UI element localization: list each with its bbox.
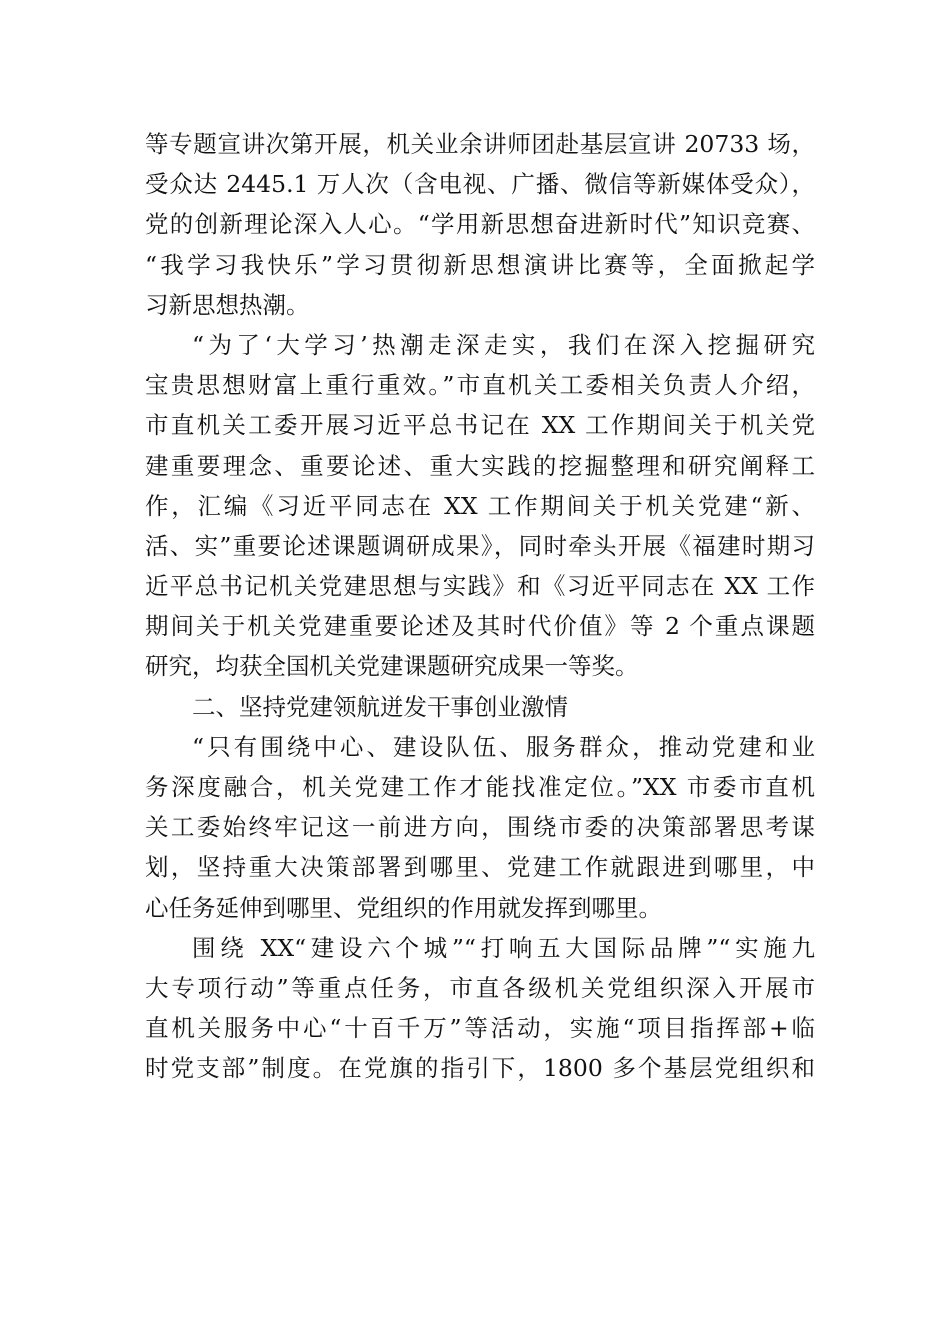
text-line: 建重要理念、重要论述、重大实践的挖掘整理和研究阐释工 [145, 451, 815, 480]
text-line: 党的创新理论深入人心。“学用新思想奋进新时代”知识竞赛、 [145, 210, 815, 239]
text-line: 市直机关工委开展习近平总书记在 XX 工作期间关于机关党 [145, 411, 815, 440]
text-line: 时党支部”制度。在党旗的指引下，1800 多个基层党组织和 [145, 1054, 815, 1083]
text-line: 习新思想热潮。 [145, 290, 310, 319]
text-line: 研究，均获全国机关党建课题研究成果一等奖。 [145, 652, 639, 681]
paragraph [145, 687, 815, 727]
text-line: 直机关服务中心“十百千万”等活动，实施“项目指挥部+临 [145, 1014, 815, 1043]
text-line: 等专题宣讲次第开展，机关业余讲师团赴基层宣讲 20733 场， [145, 130, 815, 158]
text-line: 心任务延伸到哪里、党组织的作用就发挥到哪里。 [145, 893, 662, 922]
paragraph [145, 727, 815, 928]
text-line: 作，汇编《习近平同志在 XX 工作期间关于机关党建“新、 [145, 491, 815, 520]
text-line: 活、实”重要论述课题调研成果》，同时牵头开展《福建时期习 [145, 531, 815, 560]
text-line: 受众达 2445.1 万人次（含电视、广播、微信等新媒体受众）， [145, 170, 815, 199]
text-line: 围绕 XX“建设六个城”“打响五大国际品牌”“实施九 [192, 933, 815, 962]
text-line: 二、坚持党建领航迸发干事创业激情 [192, 692, 568, 721]
paragraph [145, 928, 815, 1089]
text-line: “我学习我快乐”学习贯彻新思想演讲比赛等，全面掀起学 [145, 250, 815, 279]
text-line: “为了‘大学习’热潮走深走实，我们在深入挖掘研究 [192, 330, 815, 359]
text-line: 近平总书记机关党建思想与实践》和《习近平同志在 XX 工作 [145, 572, 815, 601]
text-line: 期间关于机关党建重要论述及其时代价值》等 2 个重点课题 [145, 612, 815, 641]
text-line: 关工委始终牢记这一前进方向，围绕市委的决策部署思考谋 [145, 813, 815, 842]
text-line: “只有围绕中心、建设队伍、服务群众，推动党建和业 [192, 732, 815, 761]
body-text [145, 124, 815, 1089]
paragraph [145, 124, 815, 325]
text-line: 宝贵思想财富上重行重效。”市直机关工委相关负责人介绍， [145, 371, 815, 400]
paragraph [145, 325, 815, 687]
text-line: 大专项行动”等重点任务，市直各级机关党组织深入开展市 [145, 973, 815, 1002]
text-line: 划，坚持重大决策部署到哪里、党建工作就跟进到哪里，中 [145, 853, 815, 882]
text-line: 务深度融合，机关党建工作才能找准定位。”XX 市委市直机 [145, 773, 815, 801]
